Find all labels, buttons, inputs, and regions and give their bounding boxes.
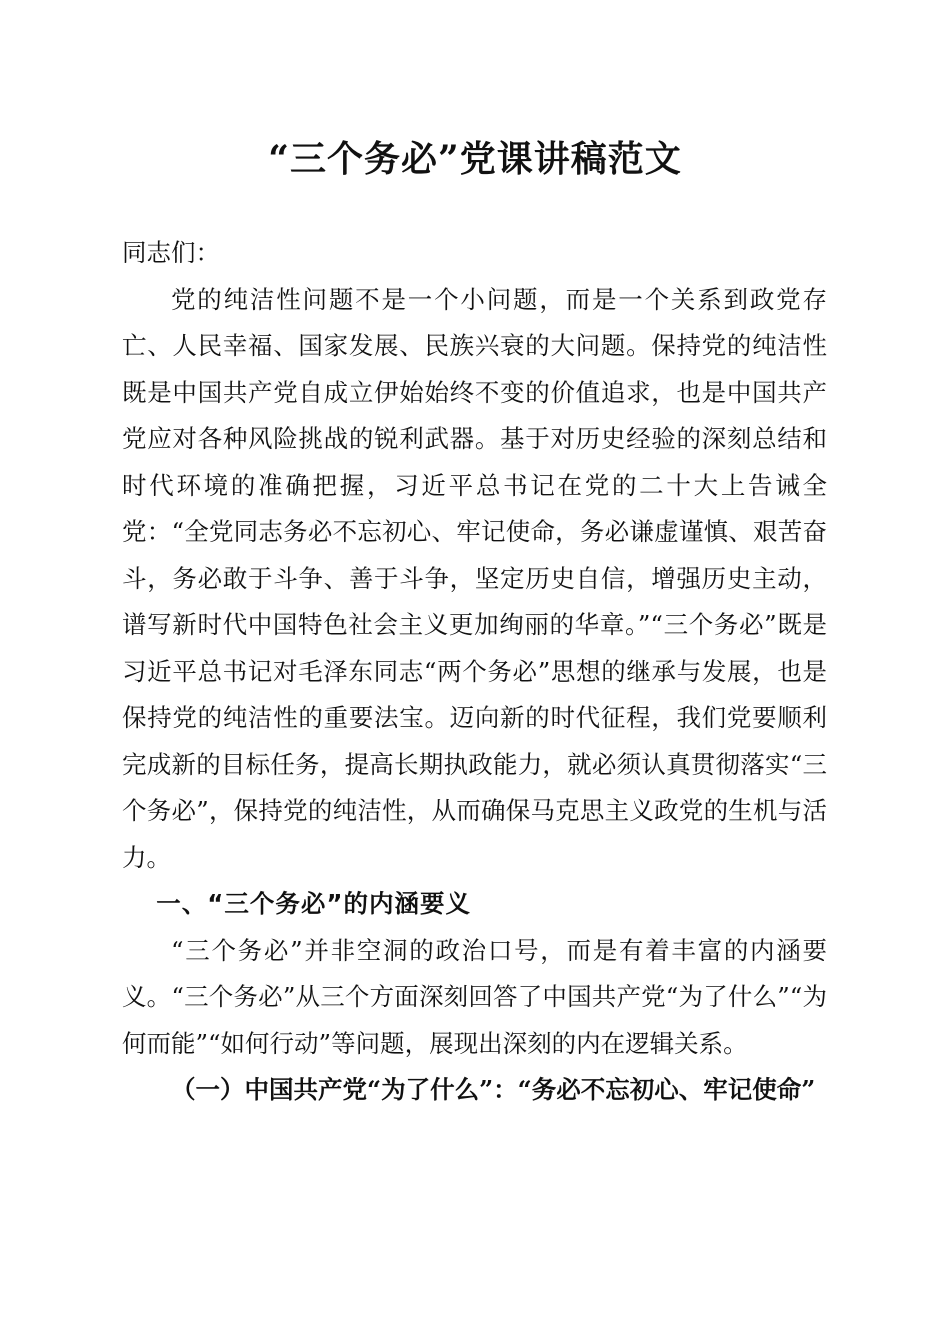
document-title: “三个务必”党课讲稿范文 [268,138,682,180]
subsection-1-heading: （一）中国共产党“为了什么”：“务必不忘初心、牢记使命” [171,1075,816,1104]
salutation: 同志们： [122,238,220,267]
section-1-paragraph: “三个务必”并非空洞的政治口号，而是有着丰富的内涵要义。“三个务必”从三个方面深刻回答了中国共产党“为了什么”“为何而能”“如何行动”等问题，展现出深刻的内在逻辑关系。 [122,935,827,1058]
document-body [122,230,827,1114]
section-1-heading: 一、“三个务必”的内涵要义 [156,889,471,918]
intro-paragraph: 党的纯洁性问题不是一个小问题，而是一个关系到政党存亡、人民幸福、国家发展、民族兴衰的大问题。保持党的纯洁性既是中国共产党自成立伊始始终不变的价值追求，也是中国共产党应对各种风险挑战的锐利武器。基于对历史经验的深刻总结和时代环境的准确把握，习近平总书记在党的二十大上告诫全党：“全党同志务必不忘初心、牢记使命，务必谦虚谨慎、艰苦奋斗，务必敢于斗争、善于斗争，坚定历史自信，增强历史主动，谱写新时代中国特色社会主义更加绚丽的华章。”“三个务必”既是习近平总书记对毛泽东同志“两个务必”思想的继承与发展，也是保持党的纯洁性的重要法宝。迈向新的时代征程，我们党要顺利完成新的目标任务，提高长期执政能力，就必须认真贯彻落实“三个务必”，保持党的纯洁性，从而确保马克思主义政党的生机与活力。 [122,284,827,872]
